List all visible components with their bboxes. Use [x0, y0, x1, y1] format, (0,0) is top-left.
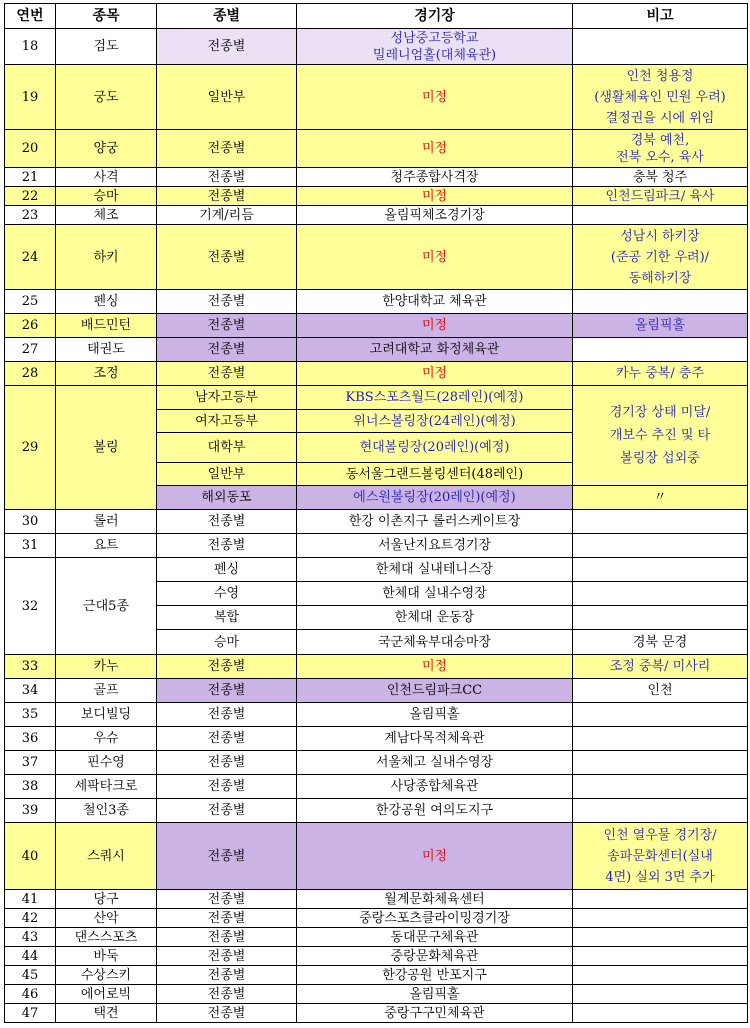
- row-number: 28: [5, 362, 56, 386]
- table-row: [5, 314, 748, 338]
- category-cell: 대학부: [157, 433, 297, 463]
- table-row: [5, 510, 748, 534]
- venue-cell: 한체대 실내테니스장: [297, 558, 573, 582]
- category-cell: 전종별: [157, 510, 297, 534]
- sport-cell: 조정: [56, 362, 157, 386]
- table-row: [5, 799, 748, 823]
- venue-cell: 동서울그랜드볼링센터(48레인): [297, 463, 573, 486]
- row-number: 39: [5, 799, 56, 823]
- venue-cell: 한체대 운동장: [297, 606, 573, 630]
- table-row: [5, 65, 748, 130]
- category-cell: 수영: [157, 582, 297, 606]
- note-cell: [573, 206, 748, 225]
- category-cell: 전종별: [157, 314, 297, 338]
- category-cell: 전종별: [157, 928, 297, 947]
- table-row: [5, 168, 748, 187]
- table-row: [5, 29, 748, 65]
- sport-cell: 검도: [56, 29, 157, 65]
- row-number: 42: [5, 909, 56, 928]
- row-number: 25: [5, 290, 56, 314]
- venue-cell: 미정: [297, 655, 573, 679]
- note-cell: [573, 338, 748, 362]
- sport-cell: 궁도: [56, 65, 157, 130]
- sport-cell: 핀수영: [56, 751, 157, 775]
- row-number: 35: [5, 703, 56, 727]
- table-row: [5, 928, 748, 947]
- header-sport: 종목: [56, 4, 157, 29]
- category-cell: 전종별: [157, 890, 297, 909]
- category-cell: 전종별: [157, 290, 297, 314]
- category-cell: 기계/리듬: [157, 206, 297, 225]
- venue-cell: 국군체육부대승마장: [297, 630, 573, 655]
- venue-cell: 현대볼링장(20레인)(예정): [297, 433, 573, 463]
- note-cell: [573, 65, 748, 130]
- row-number: 29: [5, 386, 56, 510]
- sport-cell: 체조: [56, 206, 157, 225]
- table-row: [5, 823, 748, 890]
- table-row: [5, 985, 748, 1004]
- row-number: 37: [5, 751, 56, 775]
- category-cell: 일반부: [157, 65, 297, 130]
- row-number: 33: [5, 655, 56, 679]
- note-line: 송파문화센터(실내: [607, 848, 713, 864]
- category-cell: 전종별: [157, 775, 297, 799]
- category-cell: 전종별: [157, 947, 297, 966]
- venue-cell: 올림픽홀: [297, 703, 573, 727]
- venue-cell: 미정: [297, 130, 573, 168]
- note-cell: [573, 799, 748, 823]
- venue-cell: 청주종합사격장: [297, 168, 573, 187]
- venue-cell: 위너스볼링장(24레인)(예정): [297, 410, 573, 433]
- note-cell: [573, 751, 748, 775]
- category-cell: 전종별: [157, 225, 297, 290]
- venue-cell: 사당종합체육관: [297, 775, 573, 799]
- note-line: 성남시 하키장: [620, 228, 700, 244]
- category-cell: 전종별: [157, 703, 297, 727]
- row-number: 23: [5, 206, 56, 225]
- table-row: [5, 362, 748, 386]
- category-cell: 전종별: [157, 1004, 297, 1023]
- row-number: 41: [5, 890, 56, 909]
- sport-cell: 태권도: [56, 338, 157, 362]
- note-cell: 충북 청주: [573, 168, 748, 187]
- venue-cell: 미정: [297, 314, 573, 338]
- table-row: [5, 703, 748, 727]
- table-row: [5, 775, 748, 799]
- venue-cell: 미정: [297, 187, 573, 206]
- note-line: 전북 오수, 육사: [616, 149, 704, 165]
- header-category: 종별: [157, 4, 297, 29]
- category-cell: 승마: [157, 630, 297, 655]
- note-cell: [573, 909, 748, 928]
- table-row: [5, 751, 748, 775]
- row-number: 20: [5, 130, 56, 168]
- note-cell: [573, 703, 748, 727]
- category-cell: 전종별: [157, 362, 297, 386]
- venue-cell: 중랑구구민체육관: [297, 1004, 573, 1023]
- note-line: (생활체육인 민원 우려): [594, 89, 726, 105]
- note-cell: [573, 582, 748, 606]
- category-cell: 전종별: [157, 168, 297, 187]
- category-cell: 전종별: [157, 655, 297, 679]
- table-row: [5, 534, 748, 558]
- table-row: [5, 966, 748, 985]
- row-number: 18: [5, 29, 56, 65]
- note-cell: 경북 문경: [573, 630, 748, 655]
- sport-cell: 배드민턴: [56, 314, 157, 338]
- note-line: (준공 기한 우려)/: [610, 249, 710, 265]
- row-number: 31: [5, 534, 56, 558]
- row-number: 21: [5, 168, 56, 187]
- category-cell: 전종별: [157, 823, 297, 890]
- category-cell: 전종별: [157, 909, 297, 928]
- row-number: 24: [5, 225, 56, 290]
- note-line: 4면) 실외 3면 추가: [605, 869, 715, 885]
- venue-table: [4, 3, 748, 1023]
- venue-cell: KBS스포츠월드(28레인)(예정): [297, 386, 573, 410]
- note-cell: [573, 606, 748, 630]
- category-cell: 남자고등부: [157, 386, 297, 410]
- sport-cell: 철인3종: [56, 799, 157, 823]
- note-cell: [573, 290, 748, 314]
- category-cell: 전종별: [157, 338, 297, 362]
- venue-cell: 계남다목적체육관: [297, 727, 573, 751]
- sport-cell: 바둑: [56, 947, 157, 966]
- venue-cell: 중랑문화체육관: [297, 947, 573, 966]
- table-row: [5, 130, 748, 168]
- venue-cell: 에스원볼링장(20레인)(예정): [297, 486, 573, 510]
- note-line: 경기장 상태 미달/: [609, 405, 711, 420]
- sport-cell: 근대5종: [56, 558, 157, 655]
- note-cell: 〃: [573, 486, 748, 510]
- sport-cell: 사격: [56, 168, 157, 187]
- sport-cell: 당구: [56, 890, 157, 909]
- note-line: 결정권을 시에 위임: [605, 110, 715, 126]
- note-line: 개보수 추진 및 타: [609, 428, 711, 443]
- category-cell: 전종별: [157, 679, 297, 703]
- venue-cell: 미정: [297, 225, 573, 290]
- table-row: [5, 338, 748, 362]
- note-cell: [573, 947, 748, 966]
- table-row: [5, 947, 748, 966]
- note-cell: [573, 966, 748, 985]
- venue-cell: 서울체고 실내수영장: [297, 751, 573, 775]
- row-number: 45: [5, 966, 56, 985]
- category-cell: 전종별: [157, 187, 297, 206]
- header-note: 비고: [573, 4, 748, 29]
- category-cell: 전종별: [157, 799, 297, 823]
- table-row: [5, 890, 748, 909]
- note-cell: [573, 130, 748, 168]
- header-row: [5, 4, 748, 29]
- header-number: 연번: [5, 4, 56, 29]
- note-cell: [573, 823, 748, 890]
- sport-cell: 보디빌딩: [56, 703, 157, 727]
- sport-cell: 하키: [56, 225, 157, 290]
- row-number: 44: [5, 947, 56, 966]
- note-cell: [573, 1004, 748, 1023]
- category-cell: 펜싱: [157, 558, 297, 582]
- venue-cell: 한체대 실내수영장: [297, 582, 573, 606]
- note-cell: 인천드림파크/ 육사: [573, 187, 748, 206]
- sport-cell: 요트: [56, 534, 157, 558]
- sport-cell: 카누: [56, 655, 157, 679]
- sport-cell: 양궁: [56, 130, 157, 168]
- note-line: 인천 청용정: [626, 68, 694, 84]
- venue-cell: 미정: [297, 823, 573, 890]
- row-number: 19: [5, 65, 56, 130]
- venue-cell: 올림픽체조경기장: [297, 206, 573, 225]
- note-cell: [573, 534, 748, 558]
- venue-cell: 중랑스포츠클라이밍경기장: [297, 909, 573, 928]
- table-row: [5, 206, 748, 225]
- table-row: [5, 290, 748, 314]
- table-row: [5, 679, 748, 703]
- sport-cell: 골프: [56, 679, 157, 703]
- table-row: [5, 909, 748, 928]
- note-cell: 올림픽홀: [573, 314, 748, 338]
- category-cell: 전종별: [157, 29, 297, 65]
- venue-line: 성남중고등학교: [390, 30, 479, 46]
- sport-cell: 승마: [56, 187, 157, 206]
- note-line: 경북 예천,: [630, 132, 690, 148]
- sport-cell: 산악: [56, 909, 157, 928]
- venue-cell: 동대문구체육관: [297, 928, 573, 947]
- table-row: [5, 1004, 748, 1023]
- venue-cell: 올림픽홀: [297, 985, 573, 1004]
- venue-cell: 고려대학교 화정체육관: [297, 338, 573, 362]
- row-number: 27: [5, 338, 56, 362]
- note-cell: [573, 775, 748, 799]
- category-cell: 복합: [157, 606, 297, 630]
- table-row: [5, 386, 748, 410]
- sport-cell: 에어로빅: [56, 985, 157, 1004]
- category-cell: 해외동포: [157, 486, 297, 510]
- category-cell: 전종별: [157, 130, 297, 168]
- venue-cell: 미정: [297, 362, 573, 386]
- note-cell: [573, 558, 748, 582]
- note-line: 볼링장 섭외중: [620, 451, 700, 466]
- row-number: 47: [5, 1004, 56, 1023]
- sport-cell: 볼링: [56, 386, 157, 510]
- category-cell: 전종별: [157, 966, 297, 985]
- category-cell: 전종별: [157, 985, 297, 1004]
- note-cell: [573, 890, 748, 909]
- venue-line: 밀레니엄홀(대체육관): [372, 47, 497, 63]
- table-row: [5, 727, 748, 751]
- row-number: 22: [5, 187, 56, 206]
- sport-cell: 세팍타크로: [56, 775, 157, 799]
- category-cell: 일반부: [157, 463, 297, 486]
- venue-cell: 미정: [297, 65, 573, 130]
- venue-cell: 월계문화체육센터: [297, 890, 573, 909]
- venue-cell: [297, 29, 573, 65]
- venue-cell: 한강 이촌지구 롤러스케이트장: [297, 510, 573, 534]
- row-number: 40: [5, 823, 56, 890]
- category-cell: 전종별: [157, 727, 297, 751]
- header-venue: 경기장: [297, 4, 573, 29]
- sport-cell: 펜싱: [56, 290, 157, 314]
- note-cell: [573, 386, 748, 486]
- sport-cell: 댄스스포츠: [56, 928, 157, 947]
- row-number: 43: [5, 928, 56, 947]
- table-row: [5, 655, 748, 679]
- venue-cell: 한강공원 반포지구: [297, 966, 573, 985]
- row-number: 34: [5, 679, 56, 703]
- note-cell: [573, 727, 748, 751]
- row-number: 32: [5, 558, 56, 655]
- row-number: 36: [5, 727, 56, 751]
- note-cell: [573, 985, 748, 1004]
- note-cell: [573, 928, 748, 947]
- venue-cell: 한강공원 여의도지구: [297, 799, 573, 823]
- note-cell: [573, 225, 748, 290]
- note-cell: 카누 중복/ 충주: [573, 362, 748, 386]
- row-number: 26: [5, 314, 56, 338]
- note-cell: [573, 510, 748, 534]
- note-cell: 인천: [573, 679, 748, 703]
- note-cell: [573, 29, 748, 65]
- venue-cell: 한양대학교 체육관: [297, 290, 573, 314]
- sport-cell: 롤러: [56, 510, 157, 534]
- category-cell: 전종별: [157, 534, 297, 558]
- table-row: [5, 187, 748, 206]
- table-row: [5, 225, 748, 290]
- sport-cell: 택견: [56, 1004, 157, 1023]
- category-cell: 여자고등부: [157, 410, 297, 433]
- note-cell: 조정 중복/ 미사리: [573, 655, 748, 679]
- note-line: 동해하키장: [628, 270, 692, 286]
- category-cell: 전종별: [157, 751, 297, 775]
- sport-cell: 스쿼시: [56, 823, 157, 890]
- note-line: 인천 열우물 경기장/: [603, 827, 717, 843]
- sport-cell: 우슈: [56, 727, 157, 751]
- row-number: 38: [5, 775, 56, 799]
- row-number: 46: [5, 985, 56, 1004]
- venue-cell: 서울난지요트경기장: [297, 534, 573, 558]
- table-row: [5, 558, 748, 582]
- row-number: 30: [5, 510, 56, 534]
- venue-cell: 인천드림파크CC: [297, 679, 573, 703]
- sport-cell: 수상스키: [56, 966, 157, 985]
